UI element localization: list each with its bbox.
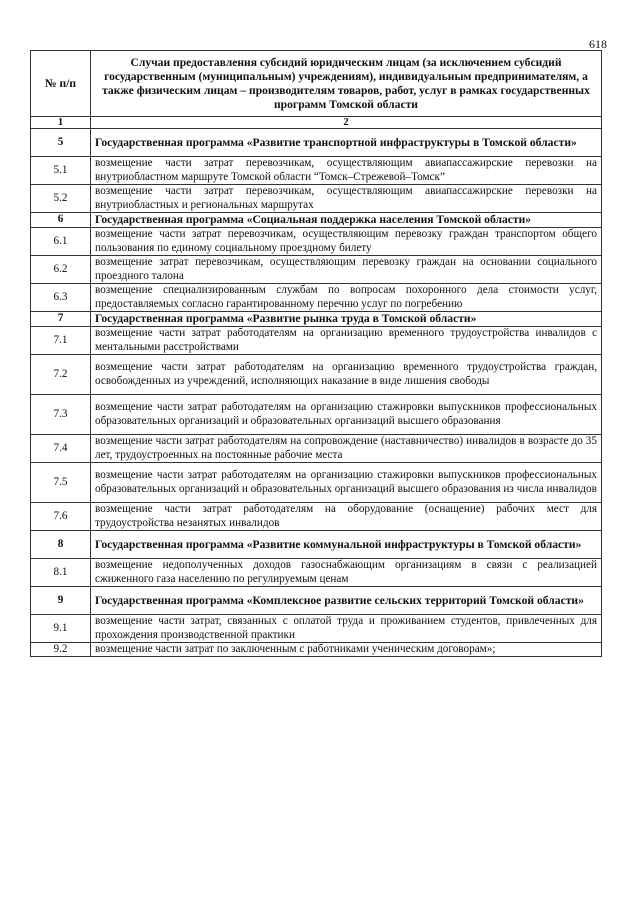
- program-title: Государственная программа «Комплексное развитие сельских территорий Томской области»: [91, 587, 602, 615]
- column-number-2: 2: [91, 117, 602, 129]
- table-row: [31, 185, 602, 213]
- row-number: 9: [31, 587, 91, 615]
- row-number: 5.2: [31, 185, 91, 213]
- subsidy-case-text: возмещение части затрат работодателям на организацию временного трудоустройства граждан, освобожденных из учреждений, исполняющих наказание в виде лишения свободы: [91, 355, 602, 395]
- subsidy-case-text: возмещение части затрат работодателям на оборудование (оснащение) рабочих мест для трудоустройства незанятых инвалидов: [91, 503, 602, 531]
- row-number: 5.1: [31, 157, 91, 185]
- row-number: 7: [31, 312, 91, 327]
- subsidy-case-text: возмещение части затрат по заключенным с работниками ученическим договорам»;: [91, 643, 602, 657]
- row-number: 8.1: [31, 559, 91, 587]
- subsidy-case-text: возмещение части затрат работодателям на организацию временного трудоустройства инвалидов с ментальными расстройствами: [91, 327, 602, 355]
- program-row: [31, 129, 602, 157]
- table-row: [31, 435, 602, 463]
- program-row: [31, 587, 602, 615]
- table-row: [31, 228, 602, 256]
- subsidy-case-text: возмещение специализированным службам по вопросам похоронного дела стоимости услуг, предоставляемых согласно гарантированному перечню услуг по погребению: [91, 284, 602, 312]
- table-row: [31, 256, 602, 284]
- row-number: 6.3: [31, 284, 91, 312]
- row-number: 9.2: [31, 643, 91, 657]
- table-row: [31, 463, 602, 503]
- subsidy-case-text: возмещение части затрат перевозчикам, осуществляющим авиапассажирские перевозки на внутриобластных и региональных маршрутах: [91, 185, 602, 213]
- program-title: Государственная программа «Социальная поддержка населения Томской области»: [91, 213, 602, 228]
- column-number-1: 1: [31, 117, 91, 129]
- row-number: 7.2: [31, 355, 91, 395]
- table-row: [31, 327, 602, 355]
- subsidy-case-text: возмещение части затрат работодателям на организацию стажировки выпускников профессиональных образовательных организаций и образовательных организаций высшего образования из числа инвалидов: [91, 463, 602, 503]
- row-number: 8: [31, 531, 91, 559]
- subsidy-case-text: возмещение части затрат, связанных с оплатой труда и проживанием студентов, привлеченных для прохождения производственной практики: [91, 615, 602, 643]
- program-title: Государственная программа «Развитие коммунальной инфраструктуры в Томской области»: [91, 531, 602, 559]
- row-number: 9.1: [31, 615, 91, 643]
- subsidy-table: [30, 50, 602, 657]
- row-number: 7.6: [31, 503, 91, 531]
- subsidy-case-text: возмещение затрат перевозчикам, осуществляющим перевозку граждан на основании социального проездного талона: [91, 256, 602, 284]
- row-number: 5: [31, 129, 91, 157]
- subsidy-case-text: возмещение части затрат перевозчикам, осуществляющим перевозку граждан транспортом общего пользования по единому социальному проездному билету: [91, 228, 602, 256]
- program-title: Государственная программа «Развитие транспортной инфраструктуры в Томской области»: [91, 129, 602, 157]
- subsidy-case-text: возмещение части затрат перевозчикам, осуществляющим авиапассажирские перевозки на внутриобластном маршруте Томской области “Томск–Стрежевой–Томск”: [91, 157, 602, 185]
- header-title-cell: Случаи предоставления субсидий юридическим лицам (за исключением субсидий государственным (муниципальным) учреждениям), индивидуальным предпринимателям, а также физическим лицам – производителям товаров, работ, услуг в рамках государственных программ Томской области: [91, 51, 602, 117]
- header-number-cell: № п/п: [31, 51, 91, 117]
- table-body: [31, 51, 602, 657]
- table-row: [31, 284, 602, 312]
- row-number: 6: [31, 213, 91, 228]
- table-row: [31, 615, 602, 643]
- table-row: [31, 355, 602, 395]
- table-row: [31, 157, 602, 185]
- column-numbers-row: [31, 117, 602, 129]
- row-number: 6.2: [31, 256, 91, 284]
- program-row: [31, 531, 602, 559]
- table-row: [31, 503, 602, 531]
- row-number: 7.4: [31, 435, 91, 463]
- table-row: [31, 643, 602, 657]
- page-number: 618: [589, 37, 607, 51]
- table-row: [31, 559, 602, 587]
- program-row: [31, 312, 602, 327]
- subsidy-case-text: возмещение части затрат работодателям на сопровождение (наставничество) инвалидов в возрасте до 35 лет, трудоустроенных на постоянные рабочие места: [91, 435, 602, 463]
- row-number: 7.3: [31, 395, 91, 435]
- program-row: [31, 213, 602, 228]
- subsidy-case-text: возмещение недополученных доходов газоснабжающим организациям в связи с реализацией сжиженного газа населению по регулируемым ценам: [91, 559, 602, 587]
- table-row: [31, 395, 602, 435]
- row-number: 7.1: [31, 327, 91, 355]
- row-number: 7.5: [31, 463, 91, 503]
- program-title: Государственная программа «Развитие рынка труда в Томской области»: [91, 312, 602, 327]
- table-header-row: [31, 51, 602, 117]
- row-number: 6.1: [31, 228, 91, 256]
- subsidy-case-text: возмещение части затрат работодателям на организацию стажировки выпускников профессиональных образовательных организаций и образовательных организаций высшего образования: [91, 395, 602, 435]
